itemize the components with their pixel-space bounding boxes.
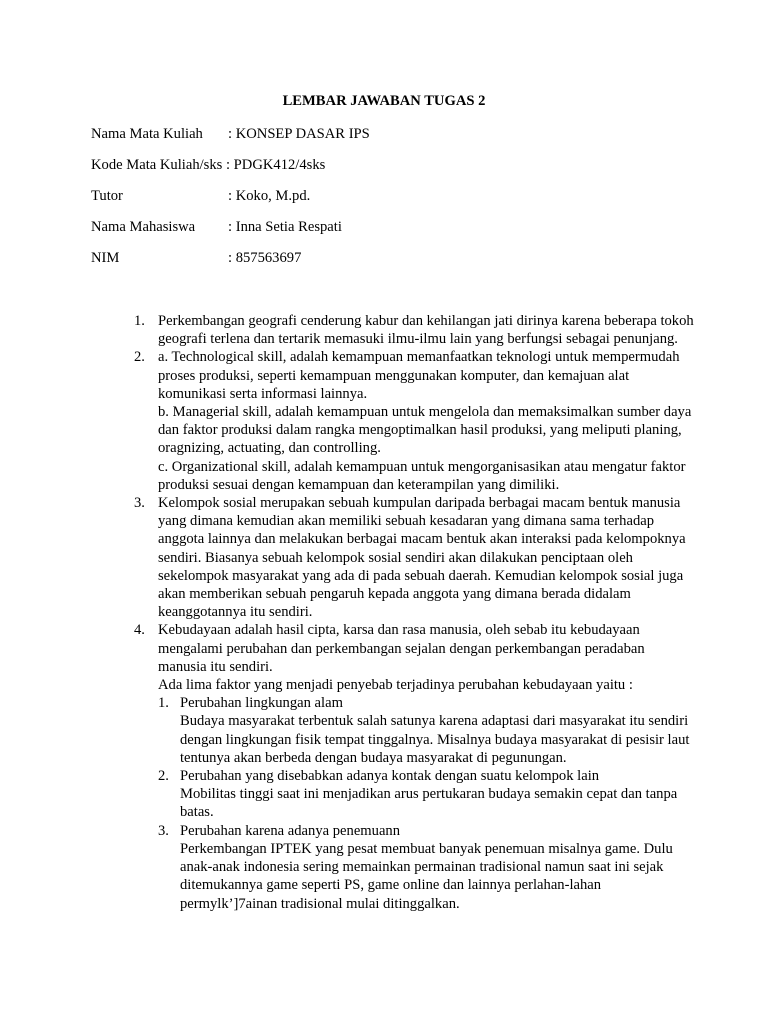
answer-4-lead: Ada lima faktor yang menjadi penyebab terjadinya perubahan kebudayaan yaitu :	[158, 677, 633, 694]
answer-2-part-b: b. Managerial skill, adalah kemampuan untuk mengelola dan memaksimalkan sumber daya dan faktor produksi dalam rangka mengoptimalkan hasil produksi, yang meliputi planing, oragnizing, actuating, dan controlling.	[158, 404, 692, 457]
nim-value: : 857563697	[228, 250, 302, 266]
answer-1-text: Perkembangan geografi cenderung kabur dan kehilangan jati dirinya karena beberapa tokoh geografi terlena dan tertarik memasuki ilmu-ilmu lain yang berfungsi sebagai penunjang.	[158, 313, 694, 348]
student-name-value: : Inna Setia Respati	[228, 219, 342, 235]
tutor-value: : Koko, M.pd.	[228, 188, 311, 204]
answer-2-part-c: c. Organizational skill, adalah kemampuan untuk mengorganisasikan atau mengatur faktor produksi sesuai dengan kemampuan dan keterampilan yang dimiliki.	[158, 458, 686, 493]
course-code-line: Kode Mata Kuliah/sks : PDGK412/4sks	[91, 157, 326, 173]
factor-title: Perubahan lingkungan alam	[180, 695, 343, 712]
factor-title: Perubahan karena adanya penemuann	[180, 822, 401, 839]
course-code-row	[91, 157, 691, 177]
answer-1	[134, 312, 694, 348]
factor-item	[158, 822, 694, 913]
answer-4-intro: Kebudayaan adalah hasil cipta, karsa dan rasa manusia, oleh sebab itu kebudayaan mengalami perubahan dan perkembangan sejalan dengan perkembangan peradaban manusia itu sendiri.	[158, 622, 645, 675]
factor-number: 1.	[158, 695, 169, 712]
answer-4-number: 4.	[134, 622, 145, 639]
answer-2-number: 2.	[134, 349, 145, 366]
factor-description: Mobilitas tinggi saat ini menjadikan arus pertukaran budaya semakin cepat dan tanpa batas.	[180, 786, 678, 821]
factor-description: Budaya masyarakat terbentuk salah satunya karena adaptasi dari masyarakat itu sendiri dengan lingkungan fisik tempat tinggalnya. Misalnya budaya masyarakat di pesisir laut tentunya akan berbeda dengan budaya masyarakat di pegunungan.	[180, 713, 690, 766]
course-name-label: Nama Mata Kuliah	[91, 126, 203, 142]
answers-list	[134, 312, 694, 913]
tutor-row	[91, 188, 691, 208]
student-name-label: Nama Mahasiswa	[91, 219, 196, 235]
factor-item	[158, 694, 694, 767]
answer-2-part-a: a. Technological skill, adalah kemampuan memanfaatkan teknologi untuk mempermudah proses produksi, seperti kemampuan menggunakan komputer, dan kemajuan alat komunikasi serta informasi lainnya.	[158, 349, 680, 402]
answer-3-number: 3.	[134, 495, 145, 512]
factor-item	[158, 767, 694, 822]
student-name-row	[91, 219, 691, 239]
tutor-label: Tutor	[91, 188, 123, 204]
course-name-value: : KONSEP DASAR IPS	[228, 126, 370, 142]
factor-description: Perkembangan IPTEK yang pesat membuat banyak penemuan misalnya game. Dulu anak-anak indonesia sering memainkan permainan tradisional namun saat ini sejak ditemukannya game seperti PS, game online dan lainnya perlahan-lahan permylk’]7ainan tradisional mulai ditinggalkan.	[180, 840, 673, 912]
course-name-row	[91, 126, 691, 146]
answer-1-number: 1.	[134, 313, 145, 329]
factor-number: 2.	[158, 768, 169, 785]
nim-label: NIM	[91, 250, 120, 266]
nim-row	[91, 250, 691, 270]
answer-2	[134, 348, 694, 494]
answer-3	[134, 494, 694, 621]
page-title: LEMBAR JAWABAN TUGAS 2	[282, 93, 486, 109]
factor-number: 3.	[158, 822, 169, 839]
answer-4	[134, 621, 694, 912]
factor-title: Perubahan yang disebabkan adanya kontak dengan suatu kelompok lain	[180, 768, 600, 785]
answer-3-text: Kelompok sosial merupakan sebuah kumpulan daripada berbagai macam bentuk manusia yang dimana kemudian akan memiliki sebuah kesadaran yang dimana sama terhadap anggota lainnya dan melakukan berbagai macam bentuk akan interaksi pada kelompoknya sendiri. Biasanya sebuah kelompok sosial sendiri akan dilakukan penciptaan oleh sekelompok masyarakat yang ada di pada sebuah daerah. Kemudian kelompok sosial juga akan memberikan sebuah pengaruh kepada anggota yang dimana berada didalam keanggotannya itu sendiri.	[158, 495, 686, 621]
